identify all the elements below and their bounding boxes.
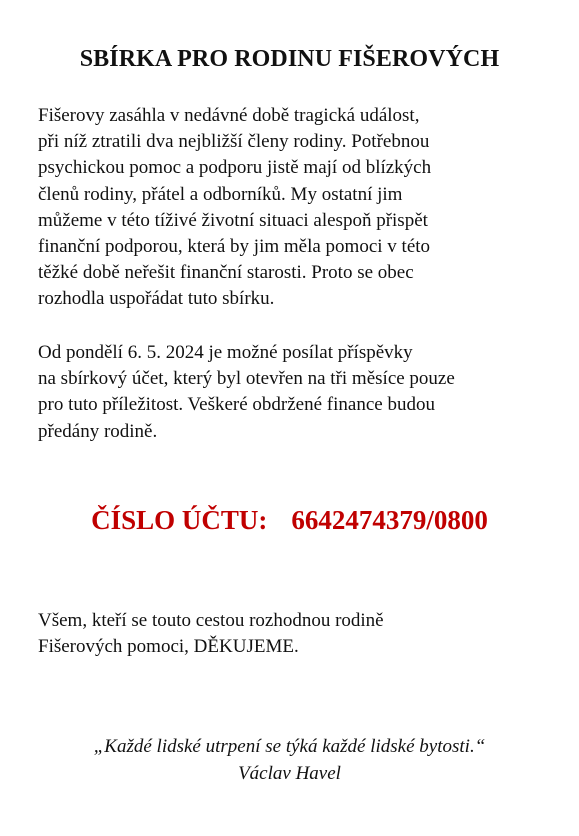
- thanks-line: Všem, kteří se touto cestou rozhodnou rodině: [38, 610, 384, 631]
- intro-line: finanční podporou, která by jim měla pomoci v této: [38, 236, 431, 258]
- details-line: na sbírkový účet, který byl otevřen na tři měsíce pouze: [38, 368, 455, 390]
- thanks-line: Fišerových pomoci, DĚKUJEME.: [38, 636, 299, 658]
- account-number: 6642474379/0800: [291, 505, 488, 535]
- account-label: ČÍSLO ÚČTU:: [91, 505, 268, 535]
- intro-line: těžké době neřešit finanční starosti. Proto se obec: [38, 262, 414, 284]
- details-line: Od pondělí 6. 5. 2024 je možné posílat příspěvky: [38, 342, 413, 363]
- quote-block: [0, 733, 579, 787]
- intro-line: psychickou pomoc a podporu jistě mají od blízkých: [38, 157, 432, 179]
- intro-line: můžeme v této tíživé životní situaci alespoň přispět: [38, 209, 428, 231]
- account-number-heading: [0, 505, 579, 536]
- page-title: SBÍRKA PRO RODINU FIŠEROVÝCH: [79, 46, 500, 72]
- details-paragraph: [38, 340, 558, 445]
- intro-line: rozhodla uspořádat tuto sbírku.: [38, 288, 275, 310]
- quote-author: Václav Havel: [238, 763, 341, 784]
- quote-text: „Každé lidské utrpení se týká každé lidské bytosti.“: [93, 736, 486, 757]
- details-line: předány rodině.: [38, 420, 158, 442]
- thanks-paragraph: [38, 608, 558, 660]
- intro-line: členů rodiny, přátel a odborníků. My ostatní jim: [38, 183, 403, 205]
- intro-line: Fišerovy zasáhla v nedávné době tragická událost,: [38, 105, 420, 126]
- intro-paragraph: [38, 103, 558, 313]
- details-line: pro tuto příležitost. Veškeré obdržené finance budou: [38, 394, 435, 416]
- intro-line: při níž ztratili dva nejbližší členy rodiny. Potřebnou: [38, 131, 430, 153]
